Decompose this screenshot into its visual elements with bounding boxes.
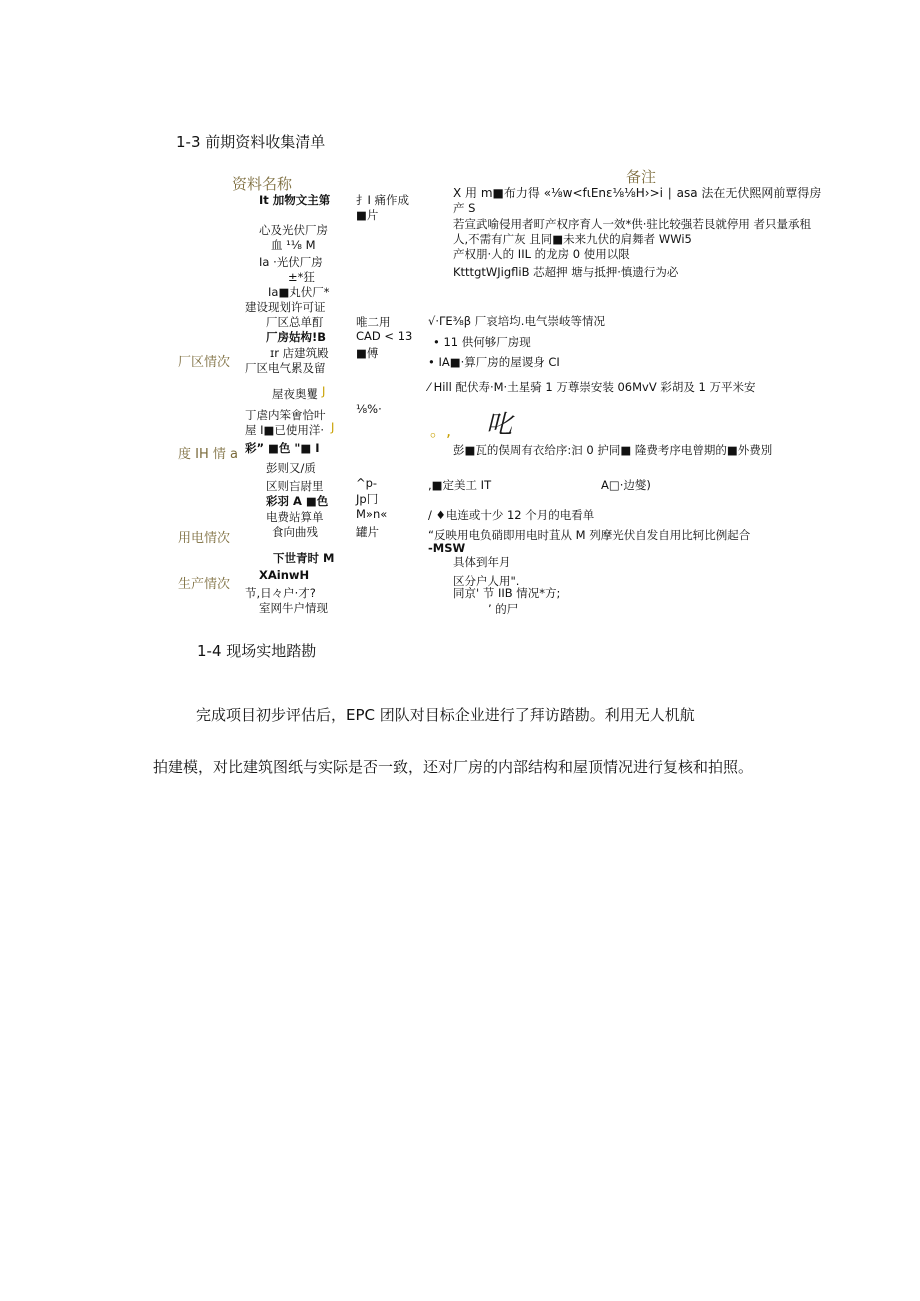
doc-form: ⅛%· xyxy=(356,402,382,416)
note-line: X 用 m■布力得 «⅛w<fιEnε⅛⅛H›>i ∣ asa 法在无伏熙网前覃得房 xyxy=(453,186,822,200)
doc-name: 建设现划许可证 xyxy=(245,300,326,314)
doc-name: XAinwH xyxy=(259,568,310,582)
doc-form: M»n« xyxy=(356,507,388,521)
note-line: 人,不需有广灰 且同■未来九伏的肩舞者 WWi5 xyxy=(453,232,692,246)
doc-name: 丁虐内笨㑹恰叶 xyxy=(245,408,326,422)
note-mark: 。, xyxy=(430,421,452,440)
doc-form: CAD < 13 xyxy=(356,329,413,343)
note-line: 彭■瓦的俣周有衣给序:汩 0 护同■ 隆费考序电曾期的■外费別 xyxy=(453,443,773,457)
section-heading-1-3: 1-3 前期资料收集清单 xyxy=(176,133,326,151)
gold-mark: J xyxy=(331,420,335,434)
note-glyph: 叱 xyxy=(486,410,513,440)
note-line: A□·边燮) xyxy=(601,478,651,492)
note-line: √·ΓE⅜β 厂哀培均.电气崇岐等情况 xyxy=(428,314,605,328)
note-line: 区分户人用". xyxy=(453,574,520,588)
note-line: / ♦电连或十少 12 个月的电看单 xyxy=(428,508,595,522)
note-line: 具体到年月 xyxy=(453,555,511,569)
doc-name: 食向曲残 xyxy=(272,525,318,539)
note-line: 若宣武喻侵用者町产权序育人一效*供·驻比较强若艮就停用 者只量承租 xyxy=(453,217,812,231)
category-power: 用电情次 xyxy=(178,531,231,546)
doc-name: 厂区总单酊 xyxy=(266,315,324,329)
column-header-name: 资料名称 xyxy=(232,175,293,193)
note-line: • 11 供何够厂房现 xyxy=(433,335,531,349)
doc-name: 厂房姑构!B xyxy=(266,330,327,344)
doc-name: 电费站算单 xyxy=(266,510,324,524)
note-line: • IA■·算厂房的屋谡身 CI xyxy=(428,355,560,369)
doc-form: ■傅 xyxy=(356,346,379,360)
note-line: ’ 的尸 xyxy=(488,602,519,616)
paragraph-line-2: 拍建模，对比建筑图纸与实际是否一致，还对厂房的内部结构和屋顶情况进行复核和拍照。 xyxy=(153,758,754,776)
note-line: “反映用电负硝即用电时苴从 M 列摩光伏自发自用比轲比例起合 xyxy=(428,528,751,542)
category-production: 生产情次 xyxy=(178,577,231,592)
doc-form: Jp冂 xyxy=(356,492,379,506)
category-degree: 度 IH 情 a xyxy=(178,447,238,462)
note-line: 产权朋·人的 IIL 的龙房 0 使用以限 xyxy=(453,247,630,261)
note-line: 产 S xyxy=(453,201,476,215)
doc-name: ɪr 店建筑殿 xyxy=(270,346,329,360)
doc-name: 室网牛户情现 xyxy=(259,601,328,615)
doc-name: 节,日々户·才? xyxy=(245,586,316,600)
doc-name: ±*狂 xyxy=(288,270,315,284)
doc-name: 彩” ■色 "■ I xyxy=(245,441,320,455)
note-line: ⁄ Hill 配伏寿·M·土星骑 1 万尊崇安装 06MvV 彩胡及 1 万平米安 xyxy=(428,380,756,394)
column-header-note: 备注 xyxy=(626,168,657,186)
doc-form: ■片 xyxy=(356,208,379,222)
category-factory: 厂区情次 xyxy=(178,355,231,370)
doc-form: ^p- xyxy=(356,476,378,490)
doc-name: Ia■丸伏厂* xyxy=(268,285,330,299)
doc-name: 彩羽 A ■色 xyxy=(266,494,329,508)
note-line: KtttgtWJigfliB 芯超押 塘与抵押·慎遗行为必 xyxy=(453,265,679,279)
section-heading-1-4: 1-4 现场实地踏勘 xyxy=(197,642,317,660)
doc-form: 唯二用 xyxy=(356,315,391,329)
doc-name: 区则吂尉里 xyxy=(266,479,324,493)
doc-name: It 加物文主第 xyxy=(259,193,331,207)
doc-name: 屋 I■已使用洋· xyxy=(245,423,325,437)
doc-name: Ia ·光伏厂房 xyxy=(259,255,323,269)
doc-name: 心及光伏厂房 xyxy=(259,223,328,237)
paragraph-line-1: 完成项目初步评估后，EPC 团队对目标企业进行了拜访踏勘。利用无人机航 xyxy=(196,706,695,724)
note-line: ,■定美工 IT xyxy=(428,478,492,492)
doc-form: 罐片 xyxy=(356,525,379,539)
doc-form: 扌I 痛作成 xyxy=(356,193,410,207)
doc-name: 血 ¹⅛ M xyxy=(271,238,316,252)
doc-name: 厂区电气累及留 xyxy=(245,361,326,375)
note-line: 同京' 节 IIB 情况*方; xyxy=(453,586,561,600)
doc-name: 屋夜奥矍 xyxy=(272,387,318,401)
gold-mark: J xyxy=(322,384,326,398)
doc-name: 彭则又/质 xyxy=(266,461,316,475)
note-line: -MSW xyxy=(428,541,466,555)
doc-name: 下世青时 M xyxy=(273,551,335,565)
